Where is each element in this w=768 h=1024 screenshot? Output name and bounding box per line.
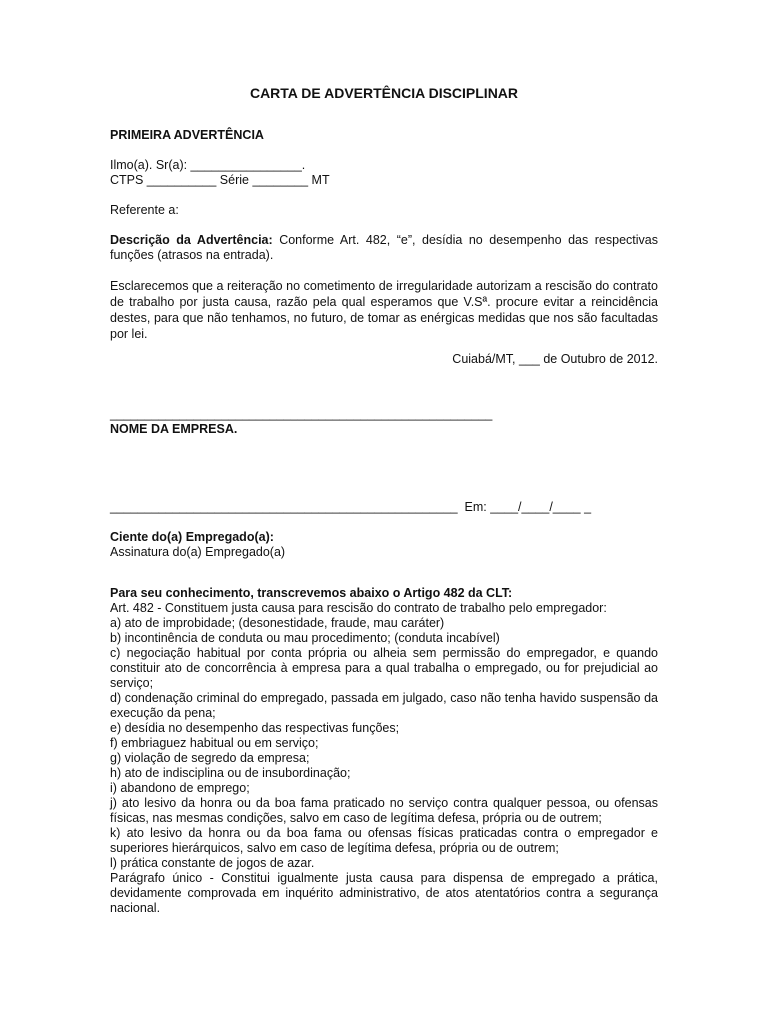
article-line: d) condenação criminal do empregado, passada em julgado, caso não tenha havido suspensão da execução da pena; — [110, 691, 658, 720]
article-line: f) embriaguez habitual ou em serviço; — [110, 736, 319, 750]
ciente-label: Ciente do(a) Empregado(a): — [110, 530, 274, 544]
article-heading: Para seu conhecimento, transcrevemos abaixo o Artigo 482 da CLT: — [110, 586, 513, 600]
article-line: Art. 482 - Constituem justa causa para rescisão do contrato de trabalho pelo empregador: — [110, 601, 607, 615]
article-line: c) negociação habitual por conta própria ou alheia sem permissão do empregador, e quando constituir ato de concorrência à empresa para a qual trabalha o empregado, ou for prejudicial ao serviço; — [110, 646, 658, 690]
employee-signature-line: __________________________________________________ Em: ____/____/____ _ — [110, 500, 592, 514]
article-line: b) incontinência de conduta ou mau procedimento; (conduta incabível) — [110, 631, 500, 645]
article-line: Parágrafo único - Constitui igualmente justa causa para dispensa de empregado a prática, devidamente comprovada em inquérito administrativo, de atos atentatórios contra a segurança nacional. — [110, 871, 658, 915]
article-482-list — [110, 601, 658, 916]
recipient-line: Ilmo(a). Sr(a): ________________. — [110, 158, 306, 172]
article-line: j) ato lesivo da honra ou da boa fama praticado no serviço contra qualquer pessoa, ou ofensas físicas, nas mesmas condições, salvo em caso de legítima defesa, própria ou de outrem; — [110, 796, 658, 825]
assinatura-label: Assinatura do(a) Empregado(a) — [110, 545, 286, 559]
article-line: l) prática constante de jogos de azar. — [110, 856, 315, 870]
esclarecemos-paragraph: Esclarecemos que a reiteração no cometimento de irregularidade autorizam a rescisão do contrato de trabalho por justa causa, razão pela qual esperamos que V.Sª. procure evitar a reincidência destes, para que não tenhamos, no futuro, de tomar as enérgicas medidas que nos são facultadas por lei. — [110, 279, 658, 341]
ctps-line: CTPS __________ Série ________ MT — [110, 173, 330, 187]
article-line: e) desídia no desempenho das respectivas funções; — [110, 721, 400, 735]
descricao-text: Conforme Art. 482, “e”, desídia no desempenho das respectivas funções (atrasos na entrada). — [110, 233, 658, 262]
descricao-label: Descrição da Advertência: — [110, 233, 273, 247]
article-line: h) ato de indisciplina ou de insubordinação; — [110, 766, 351, 780]
descricao-paragraph — [110, 233, 658, 263]
referente-label: Referente a: — [110, 203, 179, 217]
document-title: CARTA DE ADVERTÊNCIA DISCIPLINAR — [249, 85, 519, 101]
company-signature-line: _______________________________________________________ — [110, 407, 493, 421]
document-body — [110, 84, 658, 916]
article-line: k) ato lesivo da honra ou da boa fama ou ofensas físicas praticadas contra o empregador e superiores hierárquicos, salvo em caso de legítima defesa, própria ou de outrem; — [110, 826, 658, 855]
place-date: Cuiabá/MT, ___ de Outubro de 2012. — [452, 352, 658, 366]
article-line: g) violação de segredo da empresa; — [110, 751, 310, 765]
company-name: NOME DA EMPRESA. — [110, 422, 238, 436]
article-line: i) abandono de emprego; — [110, 781, 250, 795]
article-line: a) ato de improbidade; (desonestidade, fraude, mau caráter) — [110, 616, 445, 630]
document-subtitle: PRIMEIRA ADVERTÊNCIA — [110, 128, 264, 142]
